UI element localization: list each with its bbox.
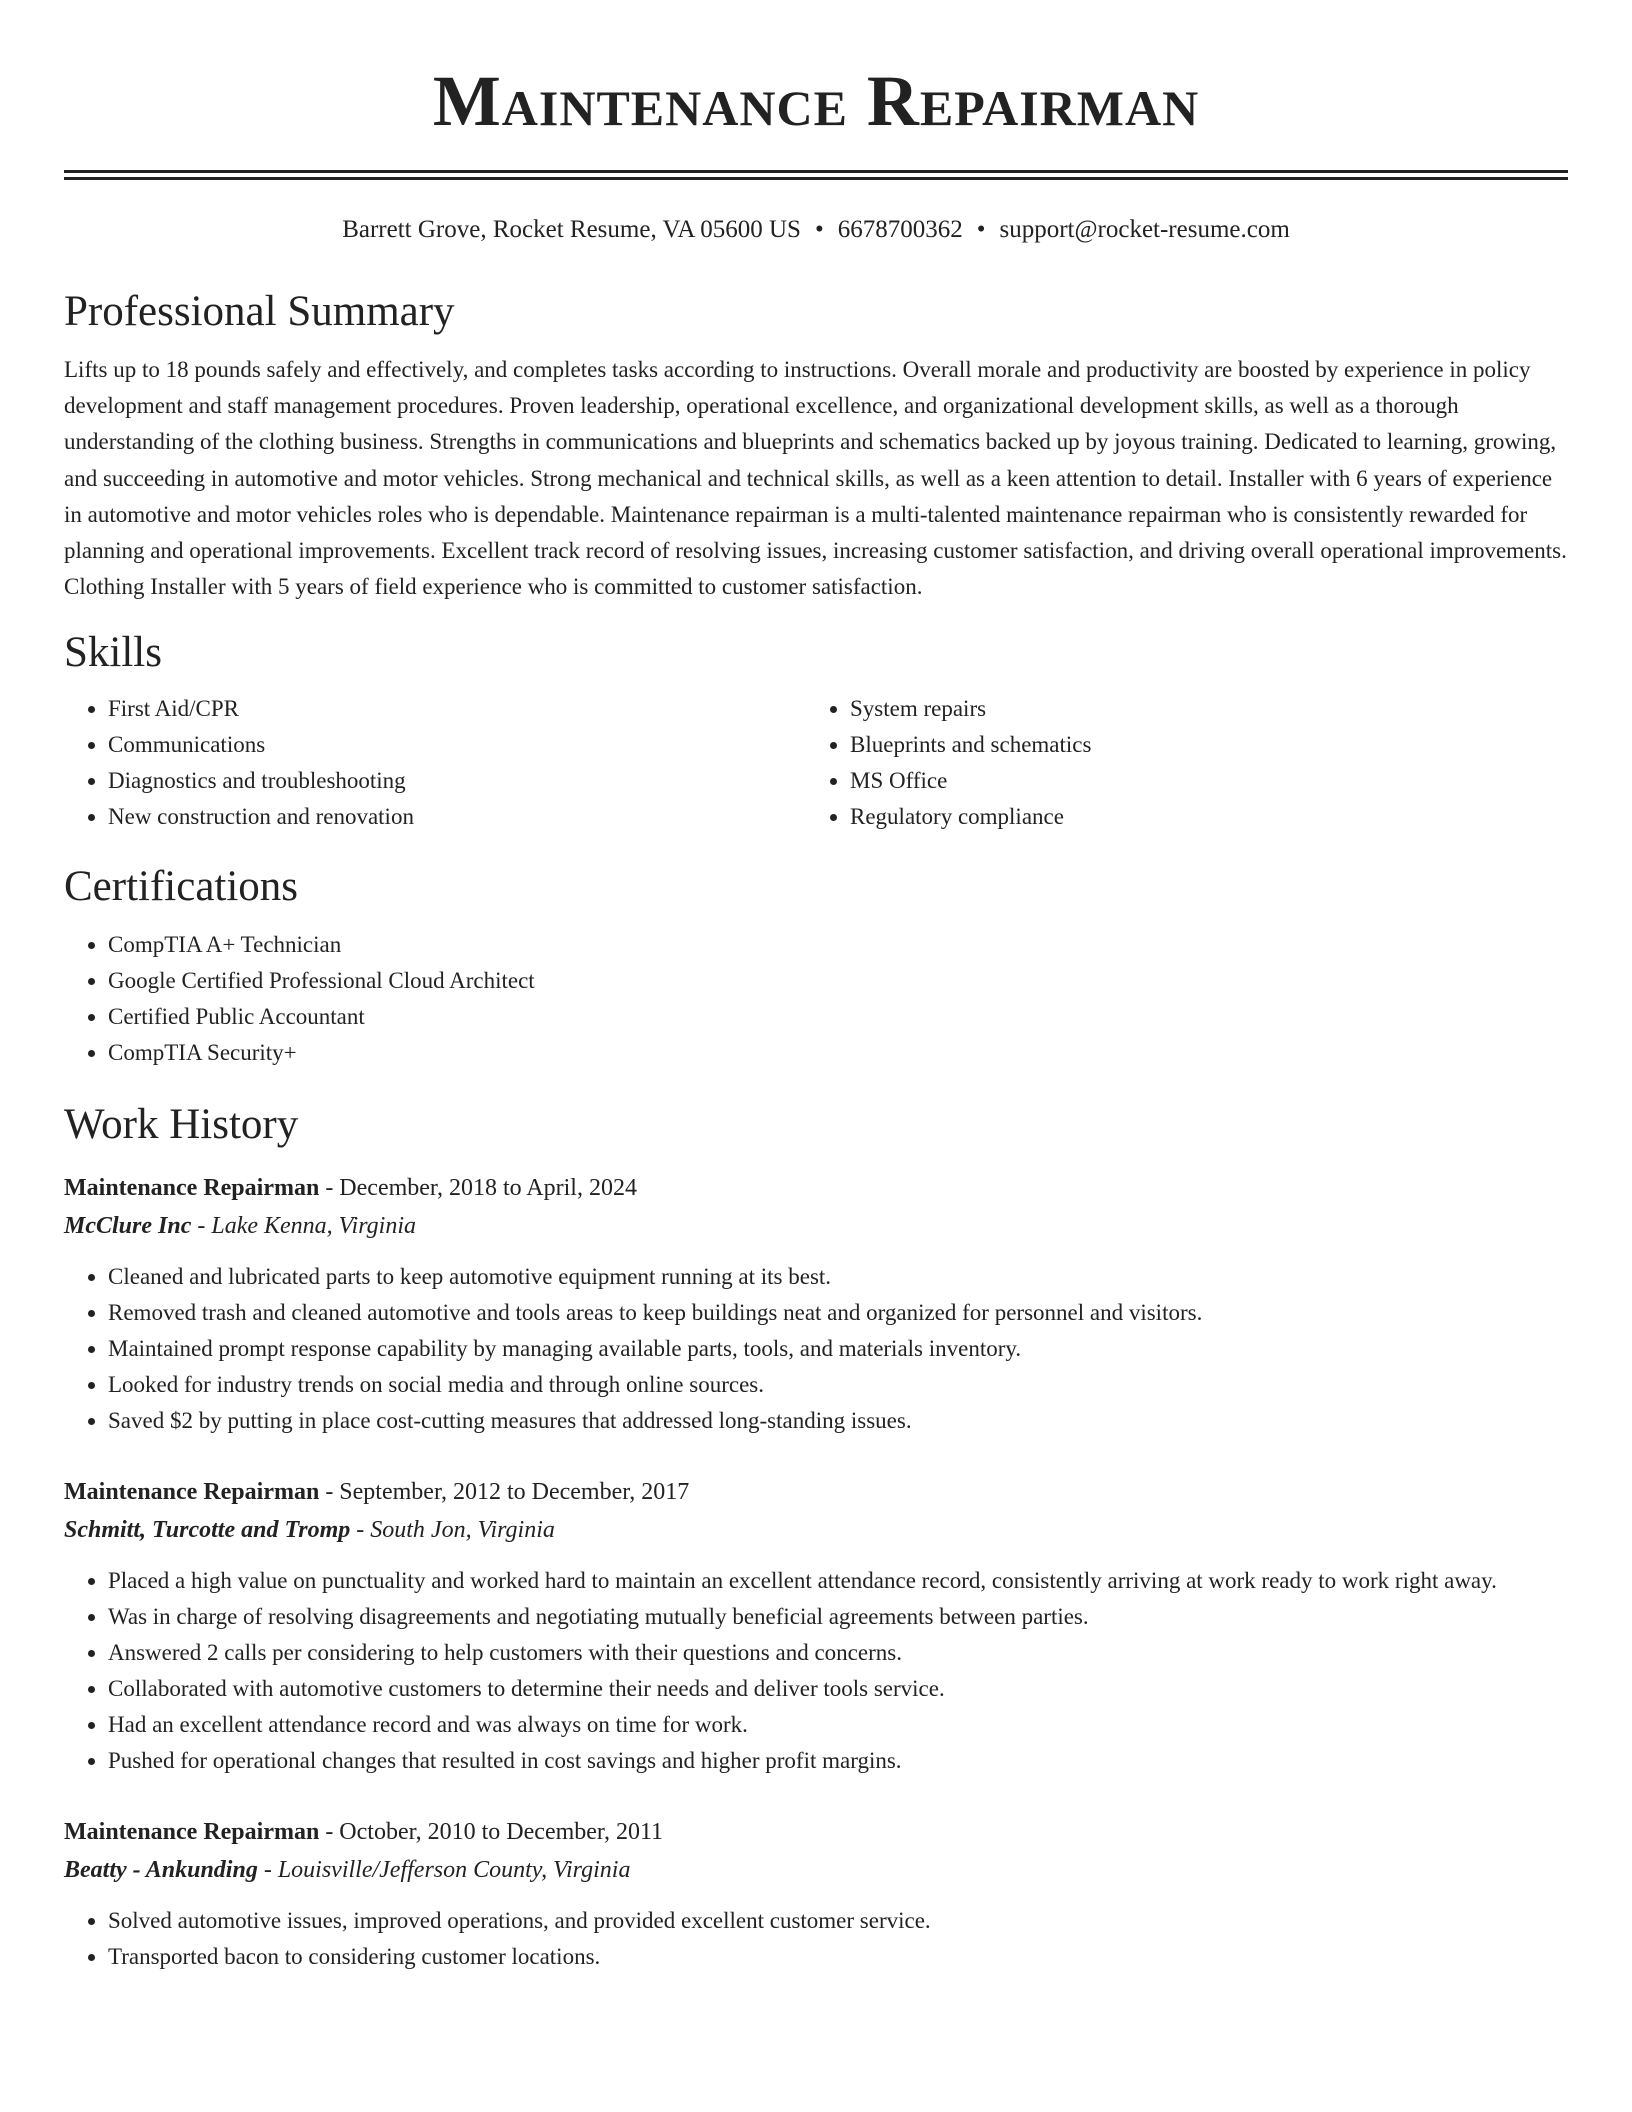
contact-line <box>64 214 1568 246</box>
page-title: Maintenance Repairman <box>432 61 1200 141</box>
skills-grid <box>64 691 1568 835</box>
job-dates: - December, 2018 to April, 2024 <box>319 1175 637 1202</box>
work-history-heading: Work History <box>64 1101 299 1149</box>
job-bullet: • Placed a high value on punctuality and worked hard to maintain an excellent attendance record, consistently arriving at work ready to work right away. <box>108 1563 1568 1599</box>
job-location: - Lake Kenna, Virginia <box>191 1213 416 1240</box>
skill-item: • Blueprints and schematics <box>850 727 1548 763</box>
job-entry <box>64 1169 1568 1439</box>
summary-heading: Professional Summary <box>64 288 455 335</box>
header-divider <box>64 170 1568 180</box>
job-title-line <box>64 1169 1568 1207</box>
job-bullet: • Collaborated with automotive customers to determine their needs and deliver tools service. <box>108 1671 1568 1707</box>
job-bullet: • Saved $2 by putting in place cost-cutting measures that addressed long-standing issues. <box>108 1403 1568 1439</box>
job-bullets <box>64 1903 1568 1975</box>
job-bullet: • Maintained prompt response capability by managing available parts, tools, and materials inventory. <box>108 1331 1568 1367</box>
summary-text: Lifts up to 18 pounds safely and effectively, and completes tasks according to instructions. Overall morale and productivity are boosted by experience in policy development and staff management procedures. Proven leadership, operational excellence, and organizational development skills, as well as a thorough understanding of the clothing business. Strengths in communications and blueprints and schematics backed up by joyous training. Dedicated to learning, growing, and succeeding in automotive and motor vehicles. Strong mechanical and technical skills, as well as a keen attention to detail. Installer with 6 years of experience in automotive and motor vehicles roles who is dependable. Maintenance repairman is a multi-talented maintenance repairman who is consistently rewarded for planning and operational improvements. Excellent track record of resolving issues, increasing customer satisfaction, and driving overall operational improvements. Clothing Installer with 5 years of field experience who is committed to customer satisfaction. <box>64 357 1567 600</box>
job-title: Maintenance Repairman <box>64 1175 320 1202</box>
job-bullet: • Removed trash and cleaned automotive and tools areas to keep buildings neat and organized for personnel and visitors. <box>108 1295 1568 1331</box>
job-bullet: • Solved automotive issues, improved operations, and provided excellent customer service. <box>108 1903 1568 1939</box>
skills-column-right <box>806 691 1548 835</box>
resume-page <box>64 0 1568 1975</box>
contact-phone: 6678700362 <box>837 216 963 243</box>
certifications-heading: Certifications <box>64 863 299 911</box>
job-company: Schmitt, Turcotte and Tromp <box>64 1517 351 1544</box>
certification-item: • Google Certified Professional Cloud Architect <box>108 963 1568 999</box>
skill-item: • Diagnostics and troubleshooting <box>108 763 806 799</box>
certification-item: • Certified Public Accountant <box>108 999 1568 1035</box>
contact-separator: • <box>814 216 824 243</box>
job-bullets <box>64 1563 1568 1779</box>
job-company-line <box>64 1851 1568 1889</box>
job-bullet: • Pushed for operational changes that resulted in cost savings and higher profit margins. <box>108 1743 1568 1779</box>
job-company: Beatty - Ankunding <box>64 1857 258 1884</box>
contact-separator: • <box>976 216 986 243</box>
job-bullets <box>64 1259 1568 1439</box>
certification-item: • CompTIA Security+ <box>108 1035 1568 1071</box>
job-title: Maintenance Repairman <box>64 1479 320 1506</box>
job-bullet: • Looked for industry trends on social media and through online sources. <box>108 1367 1568 1403</box>
job-location: - Louisville/Jefferson County, Virginia <box>257 1857 631 1884</box>
job-bullet: • Transported bacon to considering customer locations. <box>108 1939 1568 1975</box>
job-location: - South Jon, Virginia <box>350 1517 555 1544</box>
skill-item: • Communications <box>108 727 806 763</box>
job-company-line <box>64 1207 1568 1245</box>
job-company-line <box>64 1511 1568 1549</box>
job-title: Maintenance Repairman <box>64 1819 320 1846</box>
certification-item: • CompTIA A+ Technician <box>108 927 1568 963</box>
skills-heading: Skills <box>64 629 162 677</box>
job-entry <box>64 1473 1568 1779</box>
job-bullet: • Was in charge of resolving disagreements and negotiating mutually beneficial agreements between parties. <box>108 1599 1568 1635</box>
contact-address: Barrett Grove, Rocket Resume, VA 05600 US <box>342 216 801 243</box>
skill-item: • Regulatory compliance <box>850 799 1548 835</box>
job-bullet: • Answered 2 calls per considering to help customers with their questions and concerns. <box>108 1635 1568 1671</box>
skill-item: • MS Office <box>850 763 1548 799</box>
job-title-line <box>64 1813 1568 1851</box>
job-dates: - October, 2010 to December, 2011 <box>319 1819 664 1846</box>
job-dates: - September, 2012 to December, 2017 <box>319 1479 690 1506</box>
job-bullet: • Had an excellent attendance record and was always on time for work. <box>108 1707 1568 1743</box>
job-company: McClure Inc <box>64 1213 192 1240</box>
job-bullet: • Cleaned and lubricated parts to keep automotive equipment running at its best. <box>108 1259 1568 1295</box>
certifications-list <box>64 927 1568 1071</box>
job-title-line <box>64 1473 1568 1511</box>
contact-email: support@rocket-resume.com <box>999 216 1290 243</box>
skill-item: • System repairs <box>850 691 1548 727</box>
skill-item: • New construction and renovation <box>108 799 806 835</box>
skill-item: • First Aid/CPR <box>108 691 806 727</box>
job-entry <box>64 1813 1568 1975</box>
skills-column-left <box>64 691 806 835</box>
